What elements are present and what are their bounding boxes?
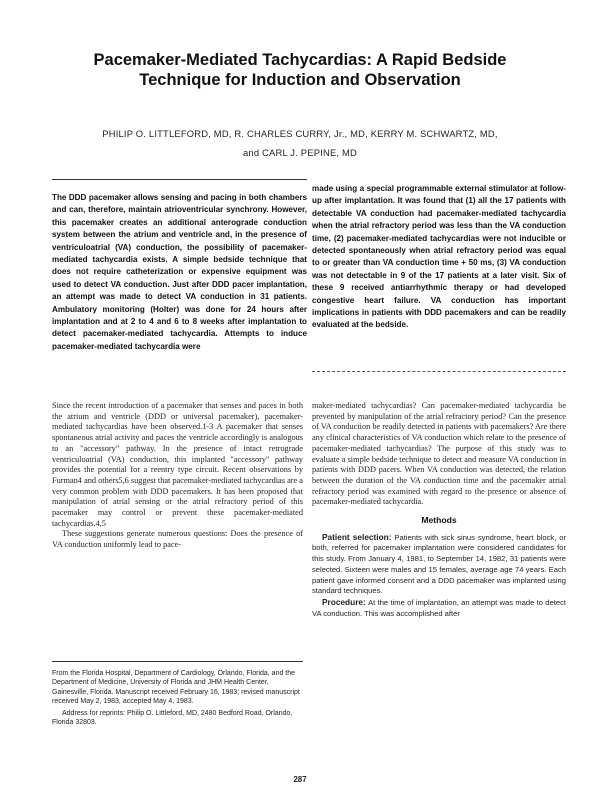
title-line-2: Technique for Induction and Observation (139, 71, 461, 89)
title-line-1: Pacemaker-Mediated Tachycardias: A Rapid Bedside (93, 51, 507, 69)
patient-selection-label: Patient selection: (322, 531, 392, 542)
authors-line-2: and CARL J. PEPINE, MD (243, 147, 357, 158)
patient-selection-text: Patients with sick sinus syndrome, heart block, or both, referred for pacemaker implantation were considered candidates for this study. From January 4, 1981, to September 14, 1982, 31 patients were selected. Sixteen were males and 15 females, average age 74 years. Each patient gave informed consent and a DDD pacemaker was implanted using standard techniques. (312, 532, 566, 596)
body-left-column (52, 401, 303, 551)
abstract-bottom-rule (312, 371, 566, 372)
author-list (50, 124, 550, 162)
footnote (52, 669, 303, 727)
abstract-right-column: made using a special programmable external stimulator at follow-up after implantation. It was found that (1) all the 17 patients with detectable VA conduction had pacemaker-mediated tachycardia when the atrial refractory period was less than the VA conduction time, (2) pacemaker-mediated tachycardias were not inducible or detected spontaneously when atrial refractory period was equal to or greater than VA conduction time + 50 ms, (3) VA conduction was not detectable in 9 of the 17 patients at a later visit. Six of these 9 received antiarrhythmic therapy or had developed congestive heart failure. VA conduction has important implications in patients with DDD pacemakers and can be readily evaluated at the bedside. (312, 184, 566, 330)
page-number: 287 (293, 775, 307, 784)
procedure-paragraph (312, 597, 566, 619)
abstract-top-rule (52, 179, 307, 180)
abstract-left-column: The DDD pacemaker allows sensing and pacing in both chambers and can, therefore, maintain atrioventricular synchrony. However, this pacemaker creates an additional anterograde conduction system between the atrium and ventricle and, in the presence of ventriculoatrial (VA) conduction, the possibility of pacemaker-mediated tachycardia exists. A simple bedside technique that does not require catheterization or expensive equipment was used to detect VA conduction. Just after DDD pacer implantation, an attempt was made to detect VA conduction in 31 patients. Ambulatory monitoring (Holter) was done for 24 hours after implantation and at 2 to 4 and 6 to 8 weeks after implantation to detect pacemaker-mediated tachycardia. Attempts to induce pacemaker-mediated tachycardia were (52, 193, 307, 351)
questions-paragraph: These suggestions generate numerous questions: Does the presence of VA conduction uniformly lead to pace- (52, 529, 303, 550)
body-right-column (312, 401, 566, 619)
authors-line-1: PHILIP O. LITTLEFORD, MD, R. CHARLES CURRY, Jr., MD, KERRY M. SCHWARTZ, MD, (102, 128, 498, 139)
footnote-rule (52, 661, 303, 662)
purpose-paragraph: maker-mediated tachycardias? Can pacemaker-mediated tachycardia be prevented by manipulation of the atrial refractory period? Can the presence of VA conduction be readily detected in patients with pacemakers? Are there any clinical characteristics of VA conduction which relate to the presence of pacemaker-mediated tachycardias? The purpose of this study was to evaluate a simple bedside technique to detect and measure VA conduction in patients with DDD pacers. When VA conduction was detected, the relation between the duration of the VA conduction time and the pacemaker atrial refractory period was examined with regard to the presence or absence of pacemaker-mediated tachycardia. (312, 401, 566, 507)
procedure-text: At the time of implantation, an attempt was made to detect VA conduction. This was accomplished after (312, 597, 566, 618)
patient-selection-paragraph (312, 532, 566, 597)
intro-paragraph: Since the recent introduction of a pacemaker that senses and paces in both the atrium and ventricle (DDD or universal pacemaker), pacemaker-mediated tachycardias have been observed.1-3 A pacemaker that senses spontaneous atrial activity and paces the ventricle accordingly is analogous to an "accessory" pathway. In the presence of intact retrograde ventriculoatrial (VA) conduction, this implanted "accessory" pathway provides the potential for a reentry type circuit. Recent observations by Furman4 and others5,6 suggest that pacemaker-mediated tachycardias are a very common problem with DDD pacemakers. It has been proposed that manipulation of atrial sensing or the atrial refractory period of this pacemaker may control or prevent these pacemaker-mediated tachycardias.4,5 (52, 401, 303, 528)
reprint-address: Address for reprints: Philip O. Littleford, MD, 2480 Bedford Road, Orlando, Florida 32803. (52, 709, 293, 727)
methods-heading: Methods (421, 515, 457, 526)
article-title (60, 50, 540, 90)
affiliation-note: From the Florida Hospital, Department of Cardiology, Orlando, Florida, and the Department of Medicine, University of Florida and JHM Health Center, Gainesville, Florida. Manuscript received February 16, 1983; revised manuscript received May 2, 1983, accepted May 4, 1983. (52, 670, 300, 706)
procedure-label: Procedure: (322, 596, 366, 607)
